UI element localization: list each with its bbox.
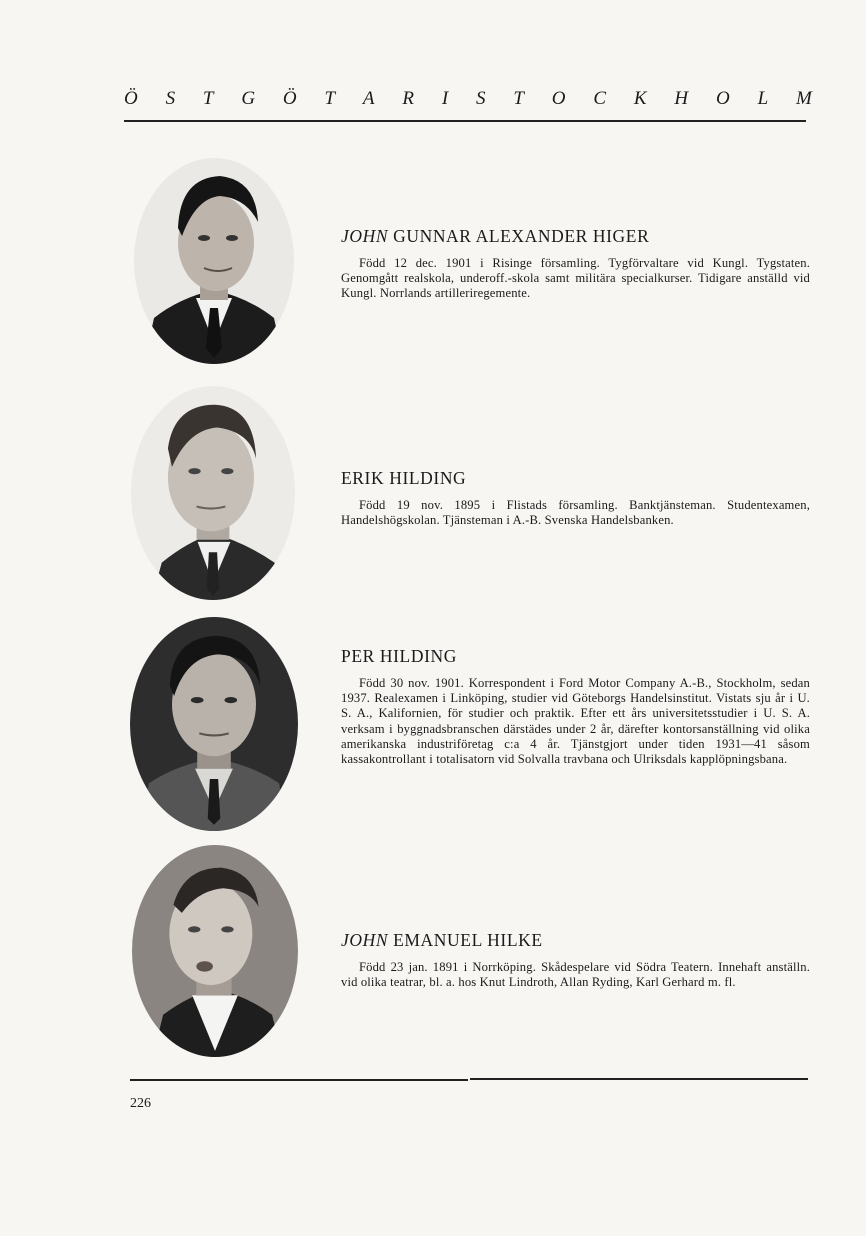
entry-first-name: JOHN [341, 930, 389, 950]
portrait-photo [130, 617, 298, 831]
biography-entry [341, 646, 810, 767]
entry-biography: Född 23 jan. 1891 i Norrköping. Skådespelare vid Södra Teatern. Innehaft anställn. vid olika teatrar, bl. a. hos Knut Lindroth, Allan Ryding, Karl Gerhard m. fl. [341, 960, 810, 990]
running-head-letter: Ö [282, 88, 297, 109]
footer-rule [470, 1078, 808, 1080]
entry-biography: Född 12 dec. 1901 i Risinge församling. Tygförvaltare vid Kungl. Tygstaten. Genomgått realskola, underoff.-skola samt militära specialkurser. Tidigare anställd vid Kungl. Norrlands artilleriregemente. [341, 256, 810, 301]
entry-biography: Född 30 nov. 1901. Korrespondent i Ford Motor Company A.-B., Stockholm, sedan 1937. Realexamen i Linköping, studier vid Göteborgs Handelsinstitut. Vistats sju år i U. S. A., Kalifornien, för studier och praktik. Efter ett års universitetsstudier i U. S. A. verksam i byggnadsbranschen därstädes under 2 år, därefter kontorsanställning vid olika amerikanska industriföretag c:a 4 år. Tjänstgjort under tiden 1931—41 såsom kassakontrollant i totalisatorn vid Solvalla travbana och Ulriksdals kapplöpningsbana. [341, 676, 810, 767]
running-head-letter: M [795, 88, 812, 109]
footer-rule [130, 1079, 468, 1081]
running-head-letter: R [402, 88, 414, 109]
entry-surname: ERIK HILDING [341, 468, 467, 488]
entry-name [341, 646, 810, 667]
biography-entry [341, 226, 810, 302]
running-head-letter: T [324, 88, 336, 109]
running-head-letter: L [757, 88, 769, 109]
entry-surname: GUNNAR ALEXANDER HIGER [393, 226, 650, 246]
running-head-letter: O [551, 88, 566, 109]
portrait-photo [131, 386, 295, 600]
running-head-letter: A [362, 88, 375, 109]
running-head-letter: H [674, 88, 689, 109]
entry-name [341, 930, 810, 951]
entry-name [341, 468, 810, 489]
page-number: 226 [130, 1096, 151, 1111]
running-head-letter: S [165, 88, 176, 109]
running-head-letter: C [593, 88, 607, 109]
entry-surname: EMANUEL HILKE [393, 930, 543, 950]
biography-entry [341, 468, 810, 528]
portrait-photo [134, 158, 294, 364]
header-rule [124, 120, 806, 122]
entry-surname: PER HILDING [341, 646, 457, 666]
biography-entry [341, 930, 810, 990]
running-head-letter: T [513, 88, 524, 109]
running-head-letter: O [715, 88, 730, 109]
entry-name [341, 226, 810, 247]
entry-biography: Född 19 nov. 1895 i Flistads församling. Banktjänsteman. Studentexamen, Handelshögskolan. Tjänsteman i A.-B. Svenska Handelsbanken. [341, 498, 810, 528]
portrait-photo [132, 845, 298, 1057]
running-head-letter: T [202, 88, 214, 109]
running-head-letter: K [633, 88, 647, 109]
running-head-letter: Ö [124, 88, 138, 109]
running-head-letter: S [476, 88, 486, 109]
running-head-letter: G [241, 88, 256, 109]
running-head [124, 88, 812, 110]
entry-first-name: JOHN [341, 226, 389, 246]
running-head-letter: I [441, 88, 449, 109]
